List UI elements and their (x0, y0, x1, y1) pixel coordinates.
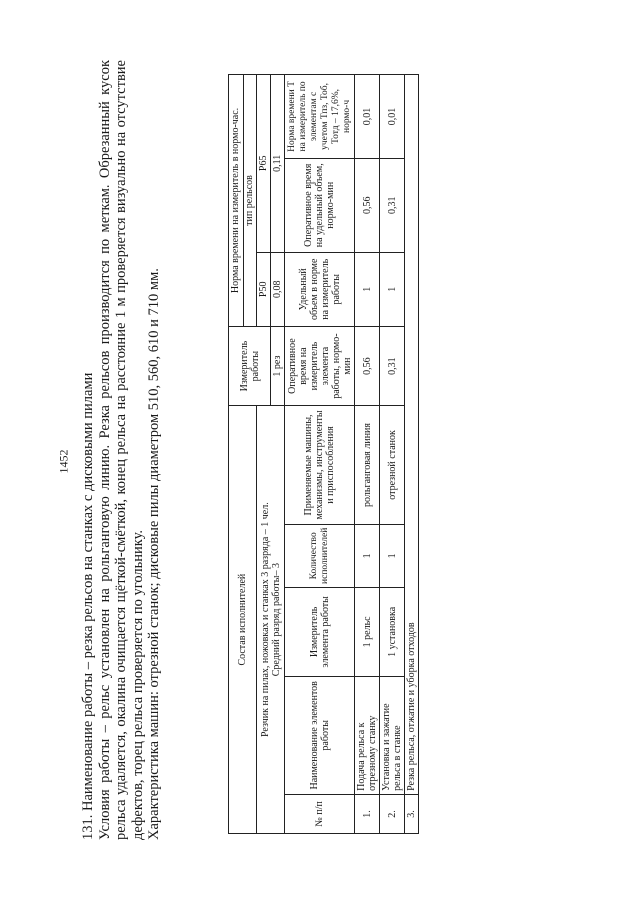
intro-text (80, 60, 163, 840)
col-volume: Удельный объем в норме на измеритель работы (285, 252, 355, 326)
rotated-page-content (80, 60, 550, 840)
rail-p50-label: Р50 (257, 252, 271, 326)
row-unit: 1 установка (380, 587, 405, 676)
work-title: 131. Наименование работы – резка рельсов на станках с дисковыми пилами (80, 372, 96, 840)
row-norm: 0,01 (355, 75, 380, 159)
row-vol: 1 (355, 252, 380, 326)
row-op: 0,31 (380, 326, 405, 405)
row-num: 3. (405, 794, 419, 833)
row-op-vol: 0,56 (355, 158, 380, 252)
table-row (355, 75, 380, 834)
col-norm-unit: Норма времени Т на измеритель по элементам с учетом Тпз, Тоб, Тотд – 17,6%, нормо-ч (285, 75, 355, 159)
work-conditions: Условия работы – рельс установлен на рольганговую линию. Резка рельсов производится по меткам. Обрезанный кусок рельса удаляется, окалина очищается щёткой-смёткой, конец рельса на расстояние 1 м проверяется визуально на отсутствие дефектов, торец рельса проверяется по угольнику. (96, 60, 146, 840)
crew-grade-text: Средний разряд работы– 3 (270, 563, 282, 677)
col-num: № п/п (285, 794, 355, 833)
norm-p50-value: 0,08 (271, 252, 285, 326)
norm-p65-value: 0,11 (271, 75, 285, 253)
row-name: Установка и зажатие рельса в станке (380, 676, 405, 794)
row-name: Резка рельса, отжатие и уборка отходов (405, 75, 419, 795)
col-op-time: Оперативное время на измеритель элемента работы, нормо-мин (285, 326, 355, 405)
norm-header (229, 75, 257, 327)
row-machine: рольганговая линия (355, 406, 380, 524)
row-unit: 1 рельс (355, 587, 380, 676)
row-num: 2. (380, 794, 405, 833)
unit-header: Измеритель работы (229, 326, 271, 405)
row-workers: 1 (355, 524, 380, 587)
row-name: Подача рельса к отрезному станку (355, 676, 380, 794)
table-row (380, 75, 405, 834)
norm-header-text: Норма времени на измеритель в нормо-час. (230, 107, 241, 294)
col-elem-unit: Измеритель элемента работы (285, 587, 355, 676)
rail-p65-label: Р65 (257, 75, 271, 253)
col-op-time-unit: Оперативное время на удельный объем, нормо-мин (285, 158, 355, 252)
page-number: 1452 (56, 449, 71, 474)
col-machines: Применяемые машины, механизмы, инструменты и приспособления (285, 406, 355, 524)
crew-desc-row (257, 75, 271, 834)
col-name: Наименование элементов работы (285, 676, 355, 794)
crew-description (257, 406, 285, 834)
machine-characteristics: Характеристика машин: отрезной станок; дисковые пилы диаметром 510, 560, 610 и 710 мм. (146, 268, 162, 840)
crew-header: Состав исполнителей (229, 406, 257, 834)
col-workers: Количество исполнителей (285, 524, 355, 587)
row-workers: 1 (380, 524, 405, 587)
norms-table (228, 74, 419, 834)
row-vol: 1 (380, 252, 405, 326)
crew-desc-text: Резчик на пилах, ножовках и станках 3 разряда – 1 чел. (259, 502, 271, 737)
row-op: 0,56 (355, 326, 380, 405)
unit-value: 1 рез (271, 326, 285, 405)
row-norm: 0,01 (380, 75, 405, 159)
row-op-vol: 0,31 (380, 158, 405, 252)
rail-type-label: тип рельсов (243, 75, 255, 326)
crew-header-row (229, 75, 257, 834)
row-machine: отрезной станок (380, 406, 405, 524)
column-headers-row (285, 75, 355, 834)
row-num: 1. (355, 794, 380, 833)
table-row (405, 75, 419, 834)
